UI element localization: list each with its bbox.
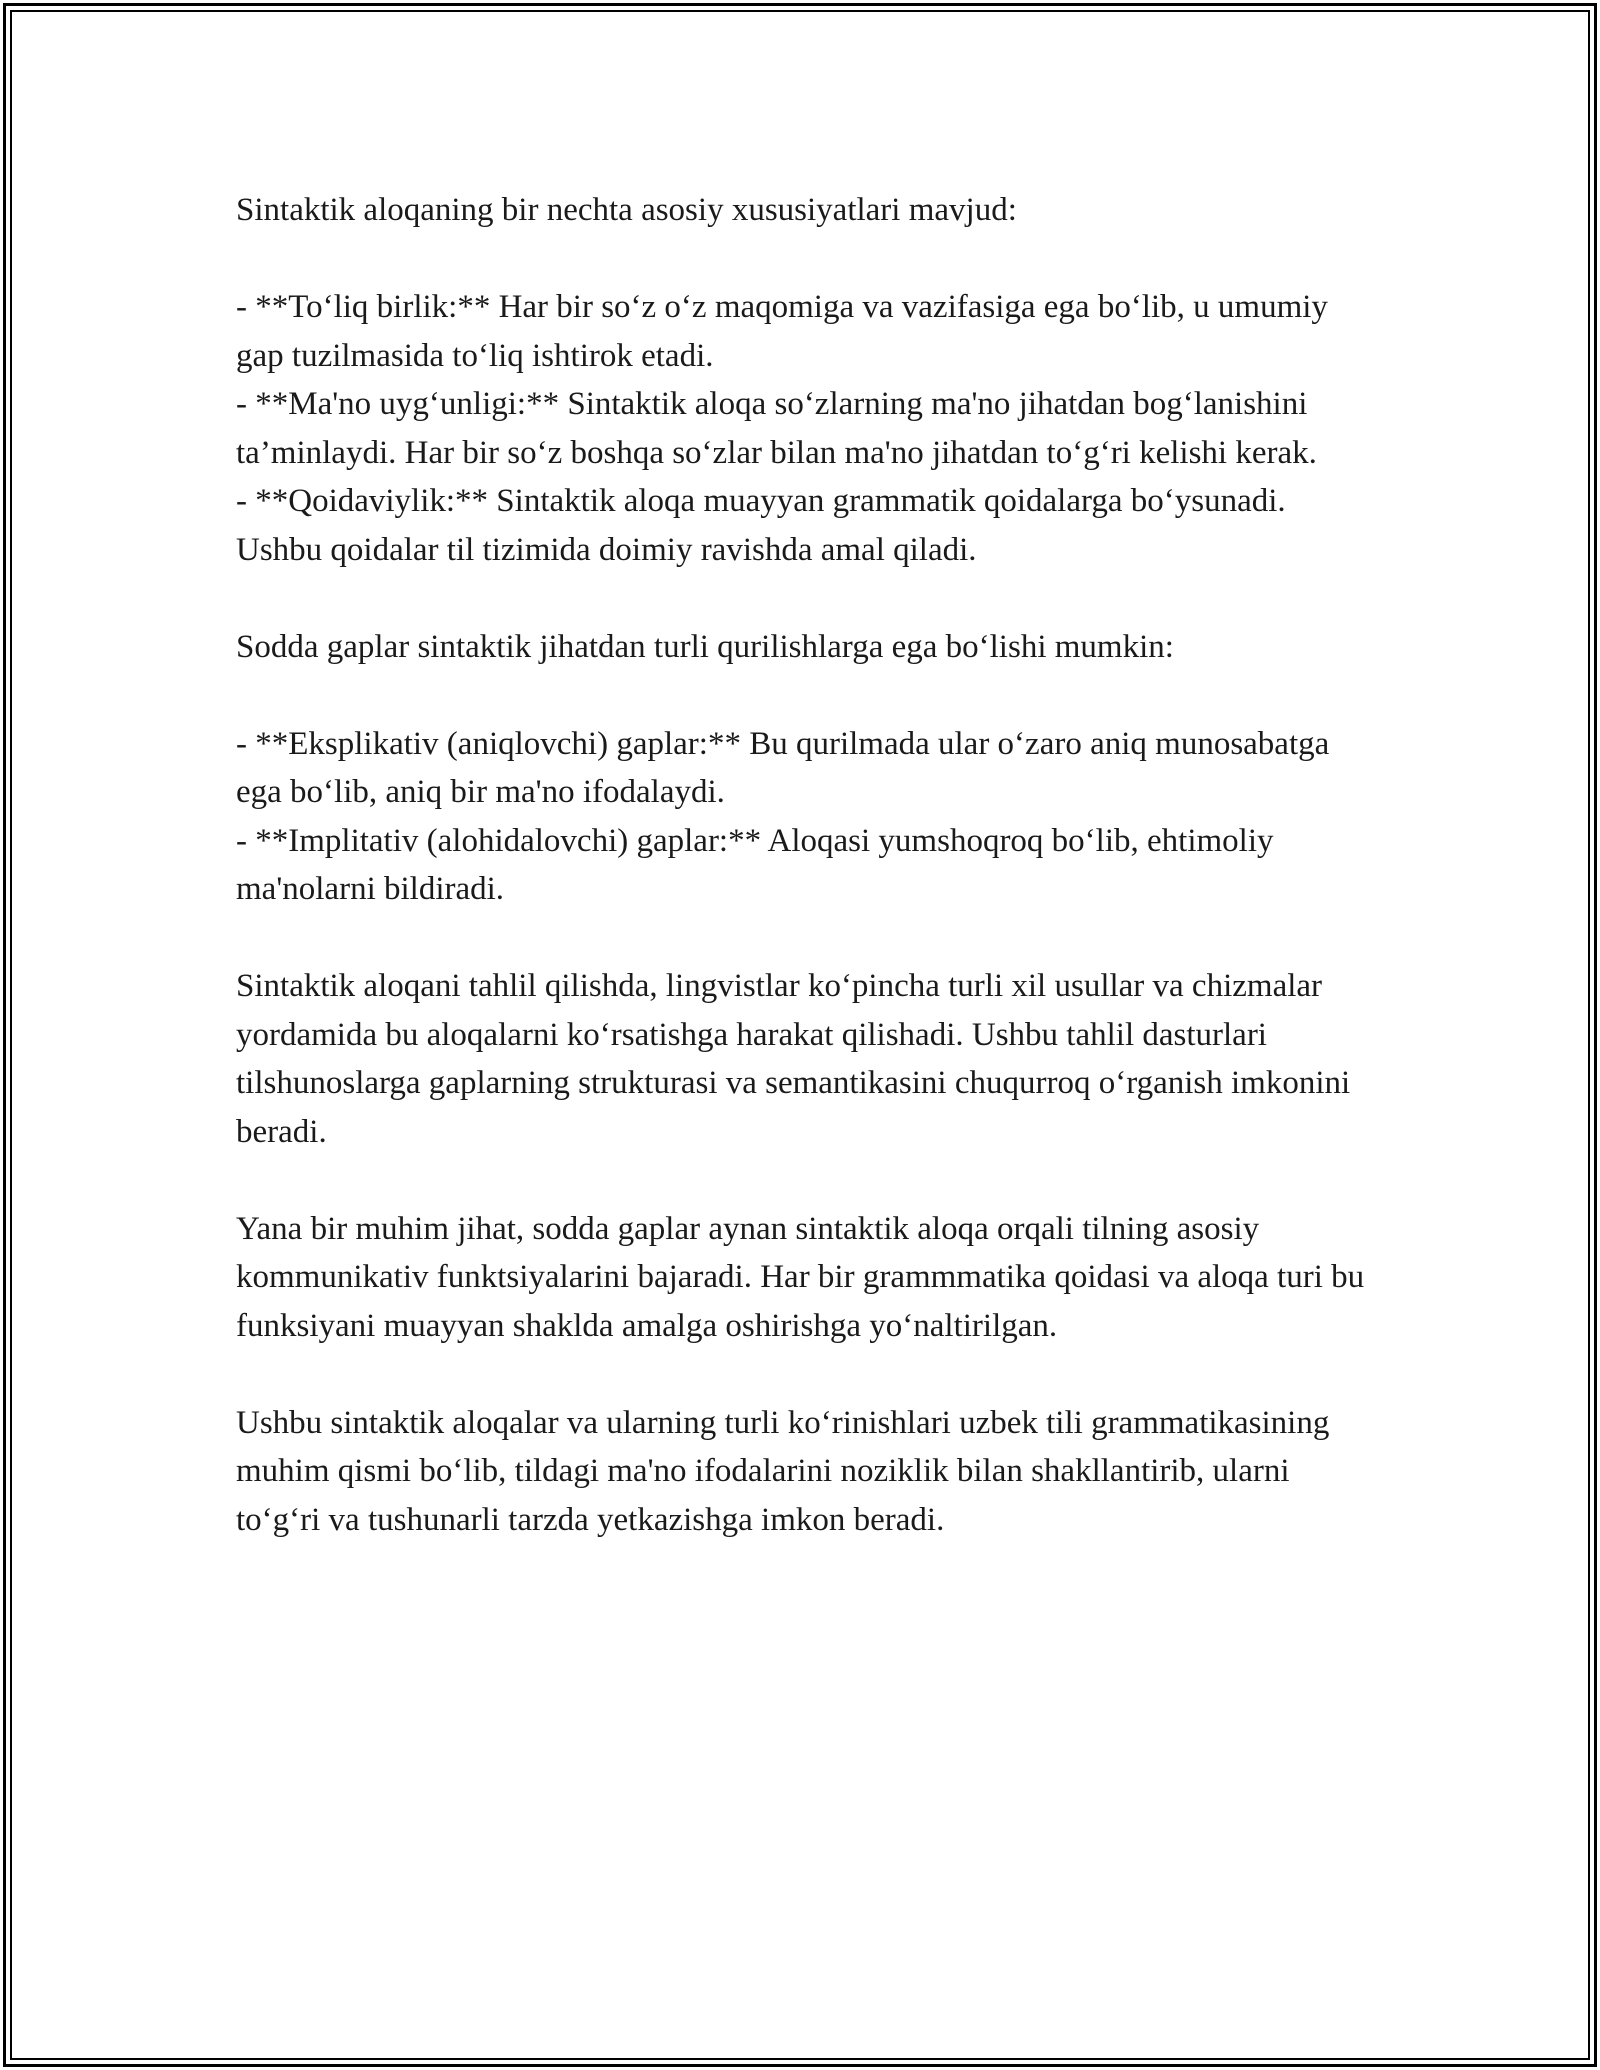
- list-item: - **Ma'no uyg‘unligi:** Sintaktik aloqa so‘zlarning ma'no jihatdan bog‘lanishini ta’minlaydi. Har bir so‘z boshqa so‘zlar bilan ma'no jihatdan to‘g‘ri kelishi kerak.: [236, 386, 1317, 471]
- structures-list: [236, 720, 1366, 914]
- document-body: [236, 186, 1366, 1593]
- list-item: - **Qoidaviylik:** Sintaktik aloqa muayyan grammatik qoidalarga bo‘ysunadi. Ushbu qoidalar til tizimida doimiy ravishda amal qiladi.: [236, 483, 1286, 568]
- analysis-paragraph: Sintaktik aloqani tahlil qilishda, lingvistlar ko‘pincha turli xil usullar va chizmalar yordamida bu aloqalarni ko‘rsatishga harakat qilishadi. Ushbu tahlil dasturlari tilshunoslarga gaplarning strukturasi va semantikasini chuqurroq o‘rganish imkonini beradi.: [236, 968, 1351, 1150]
- list-item: - **To‘liq birlik:** Har bir so‘z o‘z maqomiga va vazifasiga ega bo‘lib, u umumiy gap tuzilmasida to‘liq ishtirok etadi.: [236, 289, 1328, 374]
- structures-intro-paragraph: Sodda gaplar sintaktik jihatdan turli qurilishlarga ega bo‘lishi mumkin:: [236, 628, 1174, 665]
- list-item: - **Eksplikativ (aniqlovchi) gaplar:** Bu qurilmada ular o‘zaro aniq munosabatga ega bo‘lib, aniq bir ma'no ifodalaydi.: [236, 725, 1330, 810]
- intro-paragraph: Sintaktik aloqaning bir nechta asosiy xususiyatlari mavjud:: [236, 192, 1017, 228]
- features-list: [236, 283, 1366, 574]
- conclusion-paragraph: Ushbu sintaktik aloqalar va ularning turli ko‘rinishlari uzbek tili grammatikasining muhim qismi bo‘lib, tildagi ma'no ifodalarini noziklik bilan shakllantirib, ularni to‘g‘ri va tushunarli tarzda yetkazishga imkon beradi.: [236, 1404, 1330, 1538]
- list-item: - **Implitativ (alohidalovchi) gaplar:** Aloqasi yumshoqroq bo‘lib, ehtimoliy ma'nolarni bildiradi.: [236, 822, 1274, 907]
- function-paragraph: Yana bir muhim jihat, sodda gaplar aynan sintaktik aloqa orqali tilning asosiy kommunikativ funktsiyalarini bajaradi. Har bir grammmatika qoidasi va aloqa turi bu funksiyani muayyan shaklda amalga oshirishga yo‘naltirilgan.: [236, 1210, 1365, 1344]
